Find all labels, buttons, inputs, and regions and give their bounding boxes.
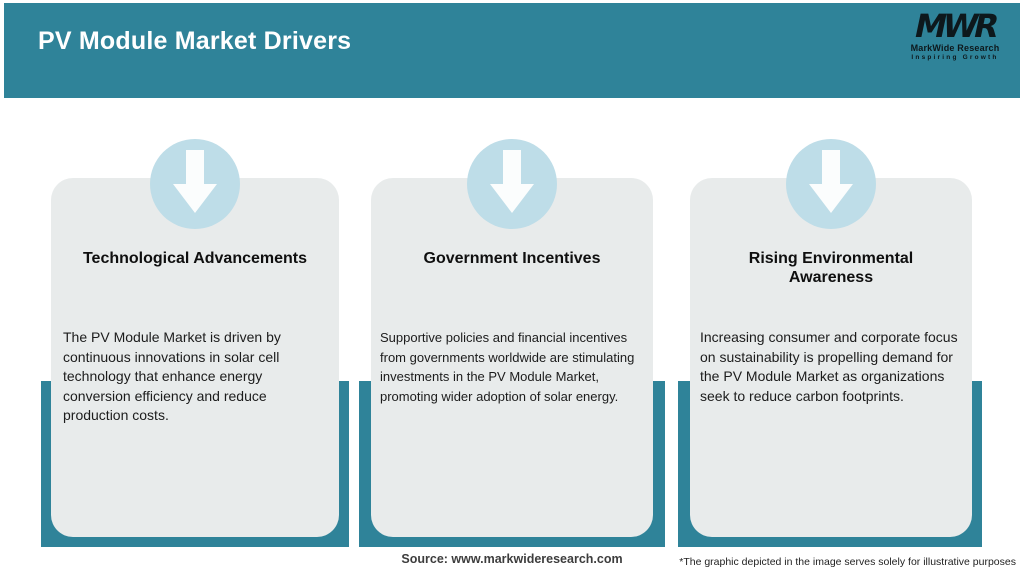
card-body: Increasing consumer and corporate focus on sustainability is propelling demand for the PV Module Market as organizations seek to reduce carbon footprints.	[700, 329, 958, 404]
disclaimer-text: *The graphic depicted in the image serves solely for illustrative purposes	[679, 556, 1016, 568]
down-arrow-icon	[467, 139, 557, 229]
card-title: Rising Environmental Awareness	[748, 250, 914, 286]
logo-tagline: Inspiring Growth	[911, 54, 999, 61]
header-bar	[4, 3, 1020, 98]
down-arrow-icon	[150, 139, 240, 229]
logo-monogram-icon: MWR	[911, 7, 999, 45]
card-body: The PV Module Market is driven by continuous innovations in solar cell technology that enhance energy conversion efficiency and reduce production costs.	[63, 329, 281, 423]
markwide-logo	[900, 7, 1010, 62]
source-text: Source: www.markwideresearch.com	[401, 552, 623, 566]
driver-card-rising-environmental-awareness	[690, 178, 972, 537]
card-body: Supportive policies and financial incentives from governments worldwide are stimulating investments in the PV Module Market, promoting wider adoption of solar energy.	[380, 330, 635, 404]
card-title: Government Incentives	[423, 250, 601, 267]
down-arrow-icon	[786, 139, 876, 229]
page-title: PV Module Market Drivers	[38, 27, 352, 55]
logo-name: MarkWide Research	[910, 43, 1000, 53]
driver-card-government-incentives	[371, 178, 653, 537]
driver-card-technological-advancements	[51, 178, 339, 537]
card-title: Technological Advancements	[82, 250, 308, 267]
